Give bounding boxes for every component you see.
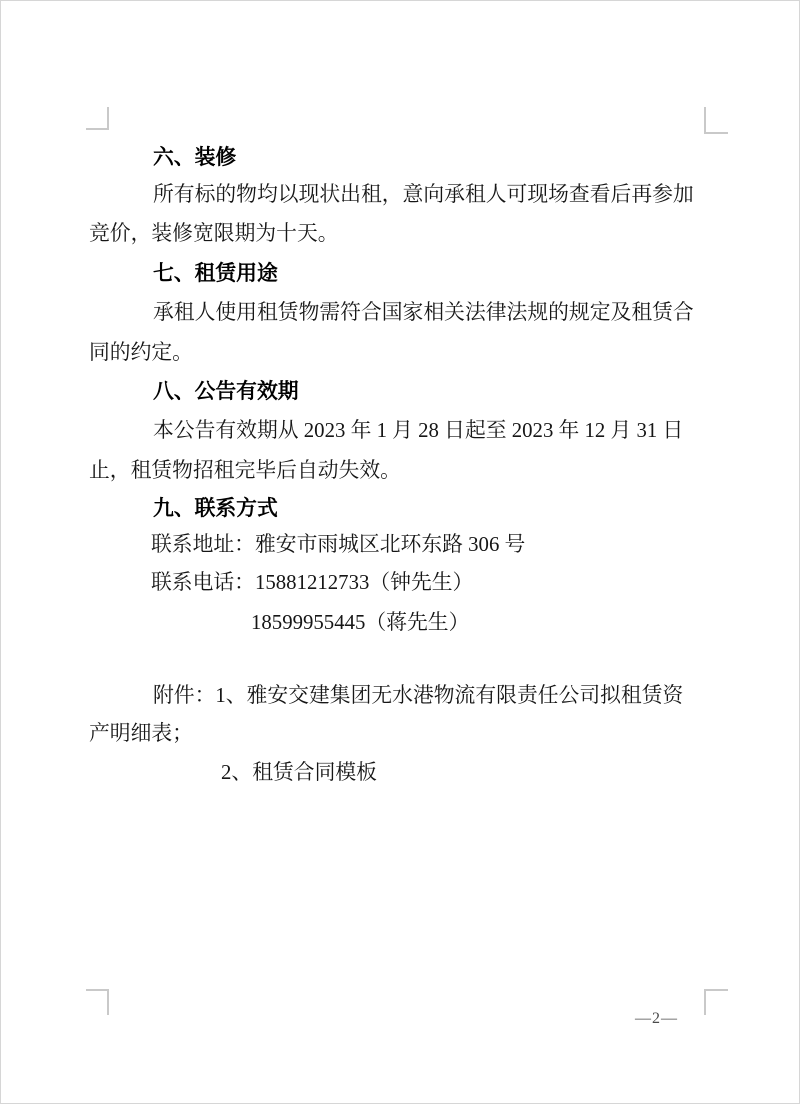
heading-lease-purpose: 七、租赁用途: [153, 262, 278, 285]
contact-phone-line-1: 联系电话：15881212733（钟先生）: [151, 571, 474, 594]
heading-renovation: 六、装修: [153, 146, 237, 169]
crop-mark-bottom-left: [86, 989, 109, 1015]
paragraph-lease-purpose-line-2: 同的约定。: [89, 341, 193, 364]
paragraph-renovation-line-2: 竞价，装修宽限期为十天。: [89, 222, 339, 245]
crop-mark-bottom-right: [704, 989, 728, 1015]
page-number: —2—: [635, 1010, 678, 1027]
crop-mark-top-left: [86, 107, 109, 130]
attachment-line-1: 附件：1、雅安交建集团无水港物流有限责任公司拟租赁资: [153, 684, 684, 707]
contact-address-line: 联系地址：雅安市雨城区北环东路 306 号: [151, 533, 526, 556]
crop-mark-top-right: [704, 107, 728, 134]
contact-phone-line-2: 18599955445（蒋先生）: [251, 611, 470, 634]
heading-validity-period: 八、公告有效期: [153, 380, 299, 403]
heading-contact-info: 九、联系方式: [153, 497, 278, 520]
attachment-line-1-continued: 产明细表；: [89, 722, 193, 745]
paragraph-validity-line-2: 止，租赁物招租完毕后自动失效。: [89, 459, 401, 482]
paragraph-validity-line-1: 本公告有效期从 2023 年 1 月 28 日起至 2023 年 12 月 31 日: [153, 419, 684, 442]
paragraph-renovation-line-1: 所有标的物均以现状出租，意向承租人可现场查看后再参加: [153, 183, 694, 206]
attachment-line-2: 2、租赁合同模板: [221, 761, 377, 784]
paragraph-lease-purpose-line-1: 承租人使用租赁物需符合国家相关法律法规的规定及租赁合: [153, 301, 694, 324]
